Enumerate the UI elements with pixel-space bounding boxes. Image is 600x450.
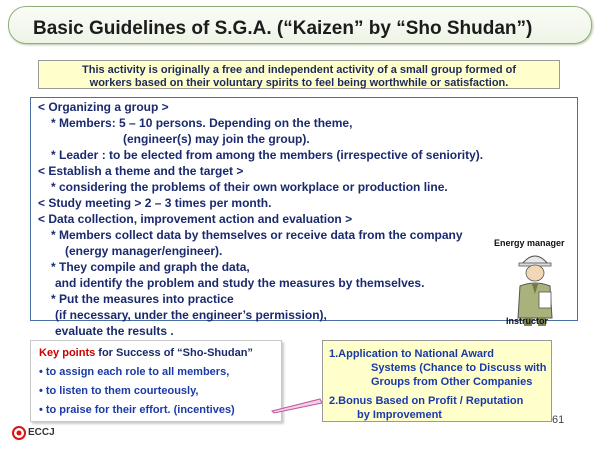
page-title: Basic Guidelines of S.G.A. (“Kaizen” by “Sho Shudan”): [33, 18, 533, 39]
intro-note: [38, 60, 560, 89]
energy-manager-label: Energy manager: [494, 238, 565, 248]
members-note-line: (engineer(s) may join the group).: [123, 132, 310, 146]
instructor-label: Instructor: [506, 316, 549, 326]
title-banner: [8, 6, 592, 44]
key-points-box: [30, 340, 282, 422]
heading-data-collection: < Data collection, improvement action and evaluation >: [38, 212, 353, 226]
key-points-highlight: Key points: [39, 347, 96, 359]
bullet-icon: •: [39, 385, 43, 397]
key-point-item: [39, 385, 198, 397]
key-points-title-rest: for Success of “Sho-Shudan”: [95, 347, 253, 359]
heading-study-meeting: < Study meeting > 2 – 3 times per month.: [38, 196, 272, 210]
key-points-title: [39, 347, 253, 359]
award-item-1-line-3: Groups from Other Companies: [371, 376, 533, 388]
key-point-item: [39, 366, 229, 378]
energy-manager-figure: [492, 238, 578, 330]
engineer-permission-line: (if necessary, under the engineer’s permission),: [55, 308, 327, 322]
award-item-2-line-2: by Improvement: [357, 409, 442, 421]
bullet-icon: •: [39, 404, 43, 416]
key-point-text: to assign each role to all members,: [45, 366, 230, 378]
heading-theme-target: < Establish a theme and the target >: [38, 164, 244, 178]
put-measures-line: * Put the measures into practice: [51, 292, 234, 306]
evaluate-line: evaluate the results .: [55, 324, 174, 338]
key-point-text: to listen to them courteously,: [45, 385, 199, 397]
key-point-item: [39, 404, 235, 416]
data-collect-note-line: (energy manager/engineer).: [65, 244, 223, 258]
key-point-text: to praise for their effort. (incentives): [45, 404, 235, 416]
members-line: * Members: 5 – 10 persons. Depending on the theme,: [51, 116, 353, 130]
incentive-box: [322, 340, 552, 422]
heading-organizing-group: < Organizing a group >: [38, 100, 169, 114]
intro-line-2: workers based on their voluntary spirits to feel being worthwhile or satisfaction.: [89, 77, 509, 89]
award-item-1-line-1: 1.Application to National Award: [329, 348, 495, 360]
leader-line: * Leader : to be elected from among the members (irrespective of seniority).: [51, 148, 484, 162]
eccj-logo-text: ECCJ: [28, 427, 55, 438]
bullet-icon: •: [39, 366, 43, 378]
connector-arrow-icon: [270, 395, 326, 415]
page-number: 61: [552, 414, 565, 426]
eccj-logo-icon: [12, 426, 26, 440]
intro-line-1: This activity is originally a free and independent activity of a small group formed of: [82, 64, 516, 76]
award-item-2-line-1: 2.Bonus Based on Profit / Reputation: [329, 395, 524, 407]
theme-line: * considering the problems of their own workplace or production line.: [51, 180, 448, 194]
data-collect-line: * Members collect data by themselves or receive data from the company: [51, 228, 463, 242]
compile-line: * They compile and graph the data,: [51, 260, 250, 274]
identify-line: and identify the problem and study the measures by themselves.: [55, 276, 425, 290]
award-item-1-line-2: Systems (Chance to Discuss with: [371, 362, 547, 374]
